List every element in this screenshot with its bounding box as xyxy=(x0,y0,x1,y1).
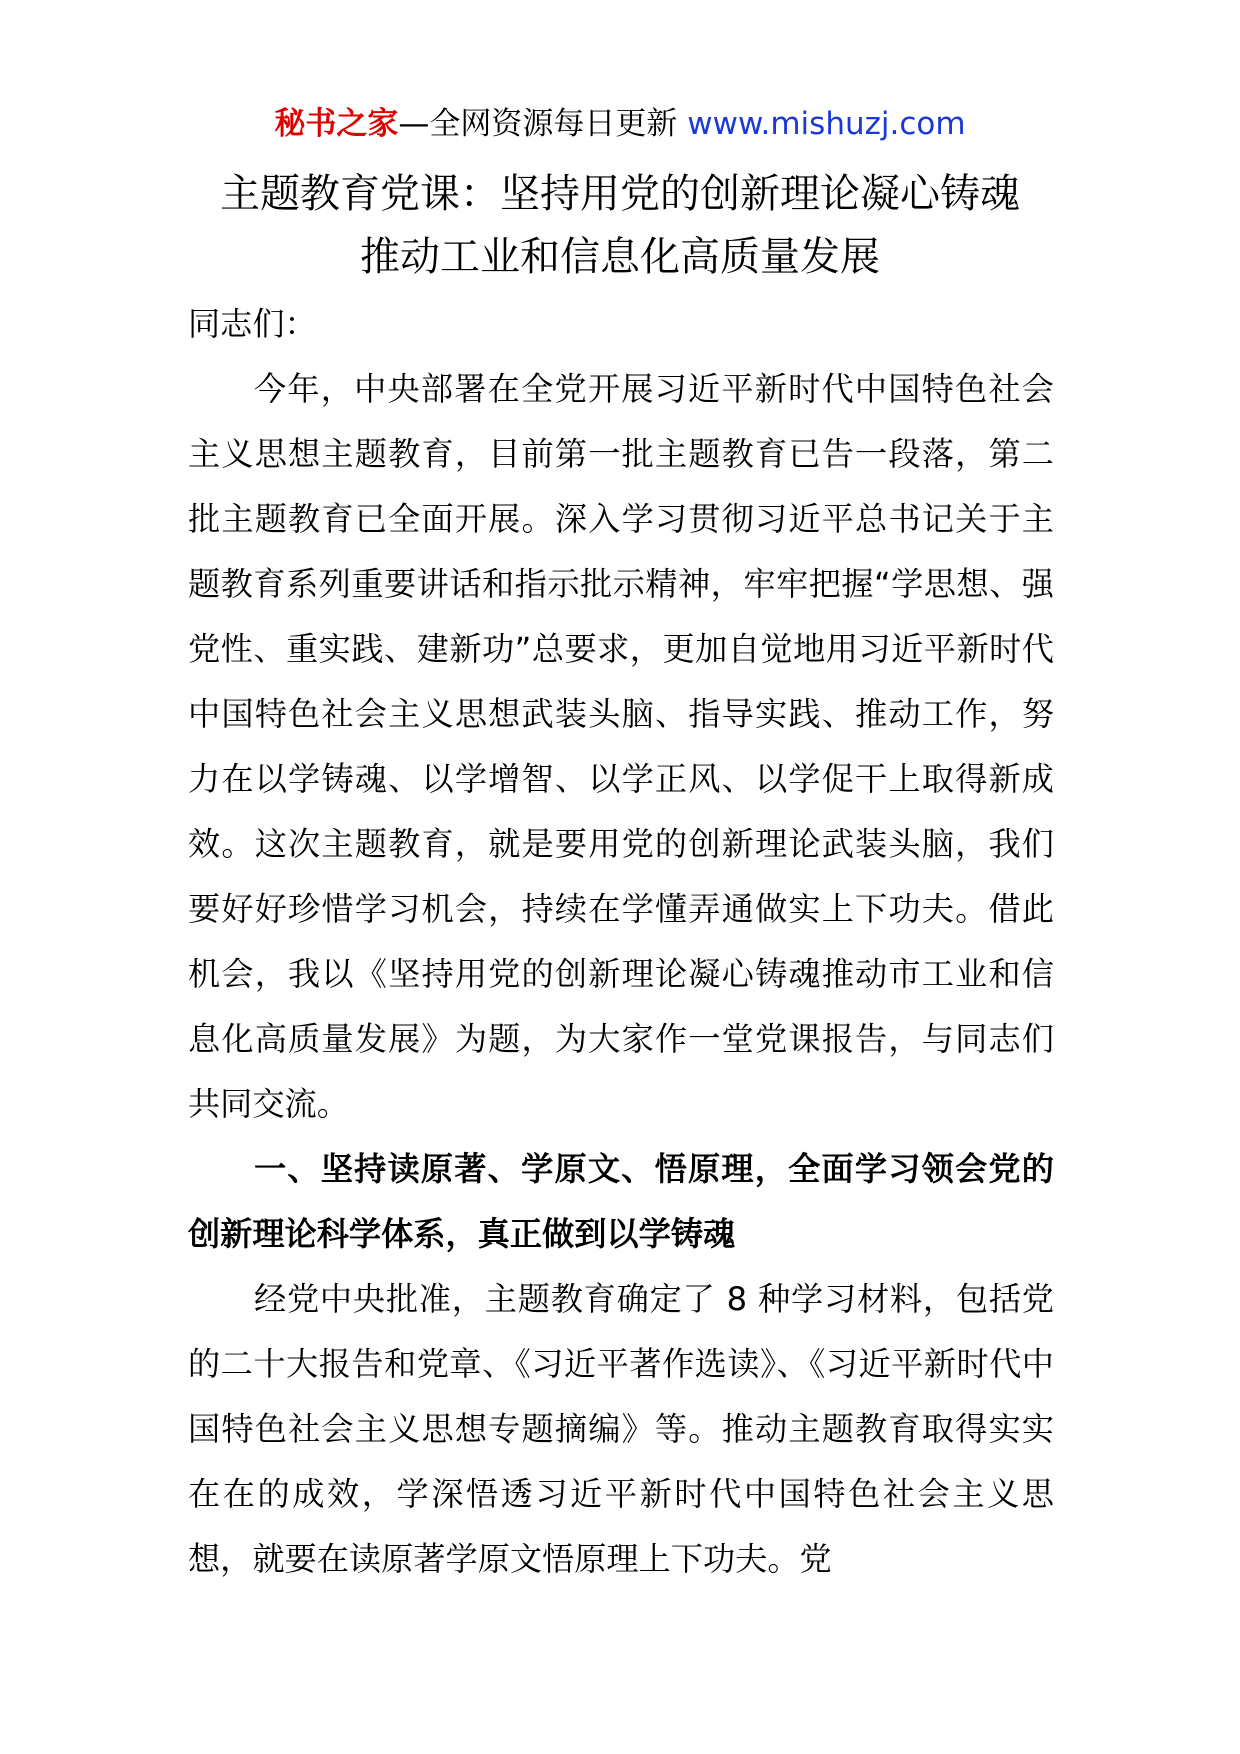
banner-url-link[interactable]: www.mishuzj.com xyxy=(687,106,966,142)
section-heading-1: 一、坚持读原著、学原文、悟原理，全面学习领会党的创新理论科学体系，真正做到以学铸魂 xyxy=(188,1150,1054,1253)
banner-slogan: —全网资源每日更新 xyxy=(398,106,688,142)
document-body xyxy=(188,292,1054,1592)
site-banner xyxy=(0,100,1240,148)
paragraph-intro: 今年，中央部署在全党开展习近平新时代中国特色社会主义思想主题教育，目前第一批主题教育已告一段落，第二批主题教育已全面开展。深入学习贯彻习近平总书记关于主题教育系列重要讲话和指示批示精神，牢牢把握“学思想、强党性、重实践、建新功”总要求，更加自觉地用习近平新时代中国特色社会主义思想武装头脑、指导实践、推动工作，努力在以学铸魂、以学增智、以学正风、以学促干上取得新成效。这次主题教育，就是要用党的创新理论武装头脑，我们要好好珍惜学习机会，持续在学懂弄通做实上下功夫。借此机会，我以《坚持用党的创新理论凝心铸魂推动市工业和信息化高质量发展》为题，为大家作一堂党课报告，与同志们共同交流。 xyxy=(188,370,1054,1123)
banner-brand: 秘书之家 xyxy=(274,106,399,142)
paragraph-section-1: 经党中央批准，主题教育确定了 8 种学习材料，包括党的二十大报告和党章、《习近平著作选读》、《习近平新时代中国特色社会主义思想专题摘编》等。推动主题教育取得实实在在的成效，学深悟透习近平新时代中国特色社会主义思想，就要在读原著学原文悟原理上下功夫。党 xyxy=(188,1280,1054,1578)
salutation: 同志们： xyxy=(188,305,317,343)
document-title-line-2: 推动工业和信息化高质量发展 xyxy=(360,234,880,280)
document-title-line-1: 主题教育党课：坚持用党的创新理论凝心铸魂 xyxy=(220,171,1020,217)
